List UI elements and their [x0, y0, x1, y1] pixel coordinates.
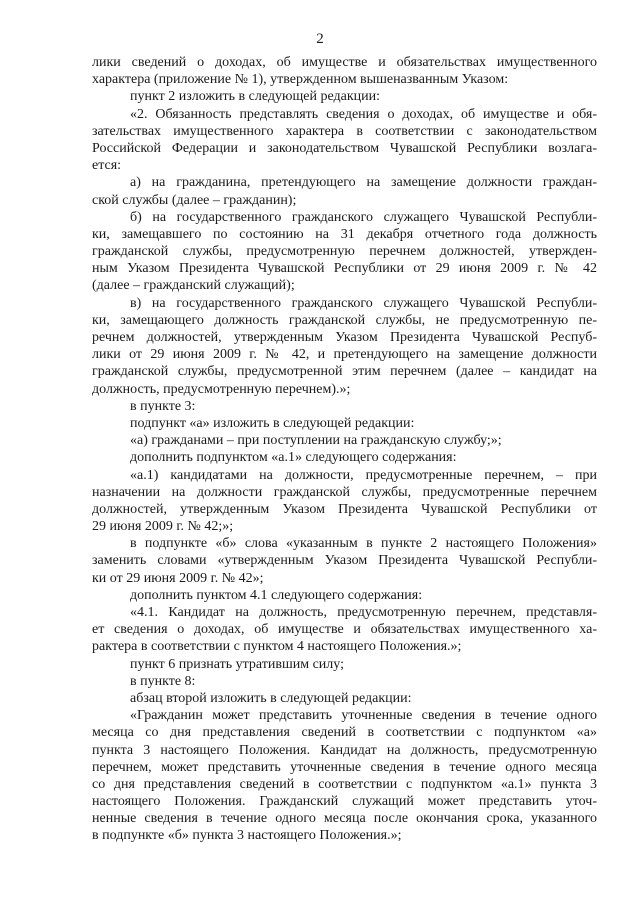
text-line: в пункте 3: [130, 398, 196, 414]
text-line: перечнем, может представить уточненные сведения в течение одного месяца [92, 759, 597, 775]
text-line: рактера в соответствии с пунктом 4 настоящего Положения.»; [92, 639, 462, 655]
text-line: «4.1. Кандидат на должность, предусмотренную перечнем, представля- [130, 605, 597, 620]
text-line: дополнить подпунктом «а.1» следующего содержания: [130, 450, 457, 466]
text-line: зательствах имущественного характера в соответствии с законодательством [92, 123, 597, 139]
text-line: ки, замещающего должность гражданской службы, не предусмотренную пе- [92, 312, 597, 328]
text-line: ет сведения о доходах, об имуществе и обязательствах имущественного ха- [92, 622, 597, 638]
text-line: лики от 29 июня 2009 г. № 42, и претендующего на замещение должности [92, 347, 597, 363]
text-line: настоящего Положения. Гражданский служащий может представить уточ- [92, 794, 597, 810]
text-line: должность, предусмотренную перечнем).»; [92, 381, 351, 397]
text-line: в) на государственного гражданского служащего Чувашской Республи- [130, 295, 597, 311]
text-line: а) на гражданина, претендующего на замещение должности граждан- [130, 175, 597, 191]
text-line: ным Указом Президента Чувашской Республики от 29 июня 2009 г. № 42 [92, 261, 597, 277]
text-line: в подпункте «б» пункта 3 настоящего Положения.»; [92, 828, 402, 844]
text-line: пункт 6 признать утратившим силу; [130, 656, 344, 672]
text-line: «а) гражданами – при поступлении на гражданскую службу;»; [130, 433, 502, 449]
text-line: со дня представления сведений в соответствии с подпунктом «а.1» пункта 3 [92, 776, 597, 792]
text-line: ки от 29 июня 2009 г. № 42»; [92, 570, 264, 586]
document-body [92, 54, 597, 845]
text-line: гражданской службы, предусмотренной этим перечнем (далее – кандидат на [92, 364, 597, 380]
text-line: ской службы (далее – гражданин); [92, 192, 297, 208]
text-line: б) на государственного гражданского служащего Чувашской Республи- [130, 209, 597, 225]
text-line: «Гражданин может представить уточненные сведения в течение одного [130, 708, 597, 724]
text-line: речнем должностей, утвержденным Указом Президента Чувашской Респуб- [92, 330, 597, 345]
text-line: месяца со дня представления сведений в соответствии с подпунктом «а» [92, 725, 597, 741]
text-line: должностей, утвержденным Указом Президента Чувашской Республики от [92, 501, 597, 517]
text-line: ки, замещавшего по состоянию на 31 декабря отчетного года должность [92, 226, 597, 242]
text-line: характера (приложение № 1), утвержденном вышеназванным Указом: [92, 72, 509, 88]
text-line: лики сведений о доходах, об имуществе и обязательствах имущественного [92, 55, 597, 70]
page-number: 2 [316, 31, 324, 47]
text-line: пункт 2 изложить в следующей редакции: [130, 89, 380, 105]
text-line: «а.1) кандидатами на должности, предусмотренные перечнем, – при [130, 467, 597, 483]
text-line: заменить словами «утвержденным Указом Президента Чувашской Республи- [92, 553, 597, 569]
text-line: назначении на должности гражданской службы, предусмотренные перечнем [92, 484, 597, 500]
text-line: дополнить пунктом 4.1 следующего содержания: [130, 587, 423, 603]
text-line: 29 июня 2009 г. № 42;»; [92, 519, 234, 535]
text-line: в подпункте «б» слова «указанным в пункте 2 настоящего Положения» [130, 536, 597, 552]
text-line: гражданской службы, предусмотренную перечнем должностей, утвержден- [92, 244, 597, 260]
text-line: абзац второй изложить в следующей редакции: [130, 690, 412, 706]
text-line: ется: [92, 158, 122, 174]
text-line: подпункт «а» изложить в следующей редакции: [130, 415, 415, 431]
text-line: в пункте 8: [130, 673, 196, 689]
text-line: «2. Обязанность представлять сведения о доходах, об имуществе и обя- [130, 106, 597, 122]
text-line: Российской Федерации и законодательством Чувашской Республики возлага- [92, 140, 597, 156]
text-line: (далее – гражданский служащий); [92, 278, 295, 294]
text-line: пункта 3 настоящего Положения. Кандидат на должность, предусмотренную [92, 742, 597, 758]
text-line: ненные сведения в течение одного месяца после окончания срока, указанного [92, 811, 597, 827]
